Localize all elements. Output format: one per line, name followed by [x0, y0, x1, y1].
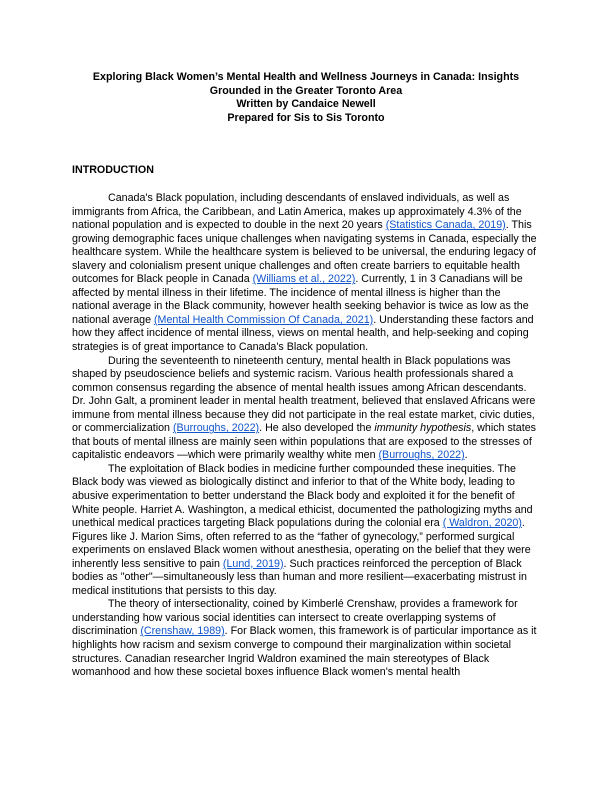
paragraph-text: . Figures like J. Marion Sims, often referred to as the “father of gynecology,” performed surgical experiments on enslaved Black women without anesthesia, operating on the belief that they were inherently less sensitive to pain	[72, 517, 531, 570]
paragraph-text: The exploitation of Black bodies in medicine further compounded these inequities. The Black body was viewed as biologically distinct and inferior to that of the White body, leading to abusive experimentation to better understand the Black body and exploited it for the benefit of White people. Harriet A. Washington, a medical ethicist, documented the pathologizing myths and unethical medical practices targeting Black populations during the colonial era	[72, 462, 533, 530]
citation-link[interactable]: (Statistics Canada, 2019)	[385, 219, 506, 232]
citation-link[interactable]: (Williams et al., 2022)	[252, 273, 356, 286]
paragraph-text: . For Black women, this framework is of particular importance as it highlights how racism and sexism converge to compound their marginalization within societal structures. Canadian researcher Ingrid Waldron examined the main stereotypes of Black womanhood and how these societal boxes influence Black women's mental health	[72, 625, 537, 679]
paragraph-text: . This growing demographic faces unique challenges when navigating systems in Canada, especially the healthcare system. While the healthcare system is believed to be universal, the enduring legacy of slavery and colonialism present unique challenges and often create barriers to equitable health outcomes for Black people in Canada	[72, 219, 537, 286]
document-title-line-2: Grounded in the Greater Toronto Area	[209, 84, 403, 97]
paragraph-text: Canada's Black population, including descendants of enslaved individuals, as well as immigrants from Africa, the Caribbean, and Latin America, makes up approximately 4.3% of the national population and is expected to double in the next 20 years	[72, 191, 522, 232]
section-heading-introduction: INTRODUCTION	[72, 164, 154, 177]
introduction-body	[72, 192, 540, 680]
citation-link[interactable]: (Mental Health Commission Of Canada, 2021)	[154, 313, 374, 326]
paragraph-text: . Such practices reinforced the perception of Black bodies as "other"—simultaneously less than human and more resilient—exacerbating mistrust in medical institutions that persists to this day.	[72, 557, 527, 597]
italic-term: immunity hypothesis	[374, 422, 472, 435]
document-page	[72, 71, 540, 680]
paragraph-text: The theory of intersectionality, coined by Kimberlé Crenshaw, provides a framework for understanding how various social identities can intersect to create overlapping systems of discrimination	[72, 598, 518, 638]
paragraph-text: During the seventeenth to nineteenth century, mental health in Black populations was shaped by pseudoscience beliefs and systemic racism. Various health professionals shared a common consensus regarding the absence of mental health issues among African descendants. Dr. John Galt, a prominent leader in mental health treatment, believed that enslaved Africans were immune from mental illness because they did not participate in the real estate market, civic duties, or commercialization	[72, 354, 536, 435]
citation-link[interactable]: (Lund, 2019)	[222, 557, 284, 570]
paragraph-text: . Understanding these factors and how they affect incidence of mental illness, views on mental health, and help-seeking and coping strategies is of great importance to Canada's Black population.	[72, 313, 534, 353]
body-paragraph	[72, 355, 540, 463]
paragraph-text: . He also developed the	[259, 422, 375, 435]
citation-link[interactable]: ( Waldron, 2020)	[442, 517, 522, 530]
body-paragraph	[72, 598, 540, 679]
paragraph-text: . Currently, 1 in 3 Canadians will be affected by mental illness in their lifetime. The incidence of mental illness is higher than the national average in the Black community, however health seeking behavior is twice as low as the national average	[72, 273, 529, 326]
author-line: Written by Candaice Newell	[236, 98, 376, 111]
document-title-line-1: Exploring Black Women’s Mental Health and Wellness Journeys in Canada: Insights	[92, 71, 520, 83]
citation-link[interactable]: (Burroughs, 2022)	[172, 422, 260, 435]
paragraph-text: , which states that bouts of mental illness are mainly seen within populations that are exposed to the stresses of capitalistic endeavors —which were primarily wealthy white men	[72, 422, 536, 462]
citation-link[interactable]: (Burroughs, 2022)	[378, 449, 465, 462]
paragraph-text: .	[464, 449, 468, 462]
citation-link[interactable]: (Crenshaw, 1989)	[140, 625, 225, 638]
prepared-for-line: Prepared for Sis to Sis Toronto	[227, 111, 385, 124]
body-paragraph	[72, 463, 540, 598]
body-paragraph	[72, 192, 540, 355]
title-block	[72, 71, 540, 125]
